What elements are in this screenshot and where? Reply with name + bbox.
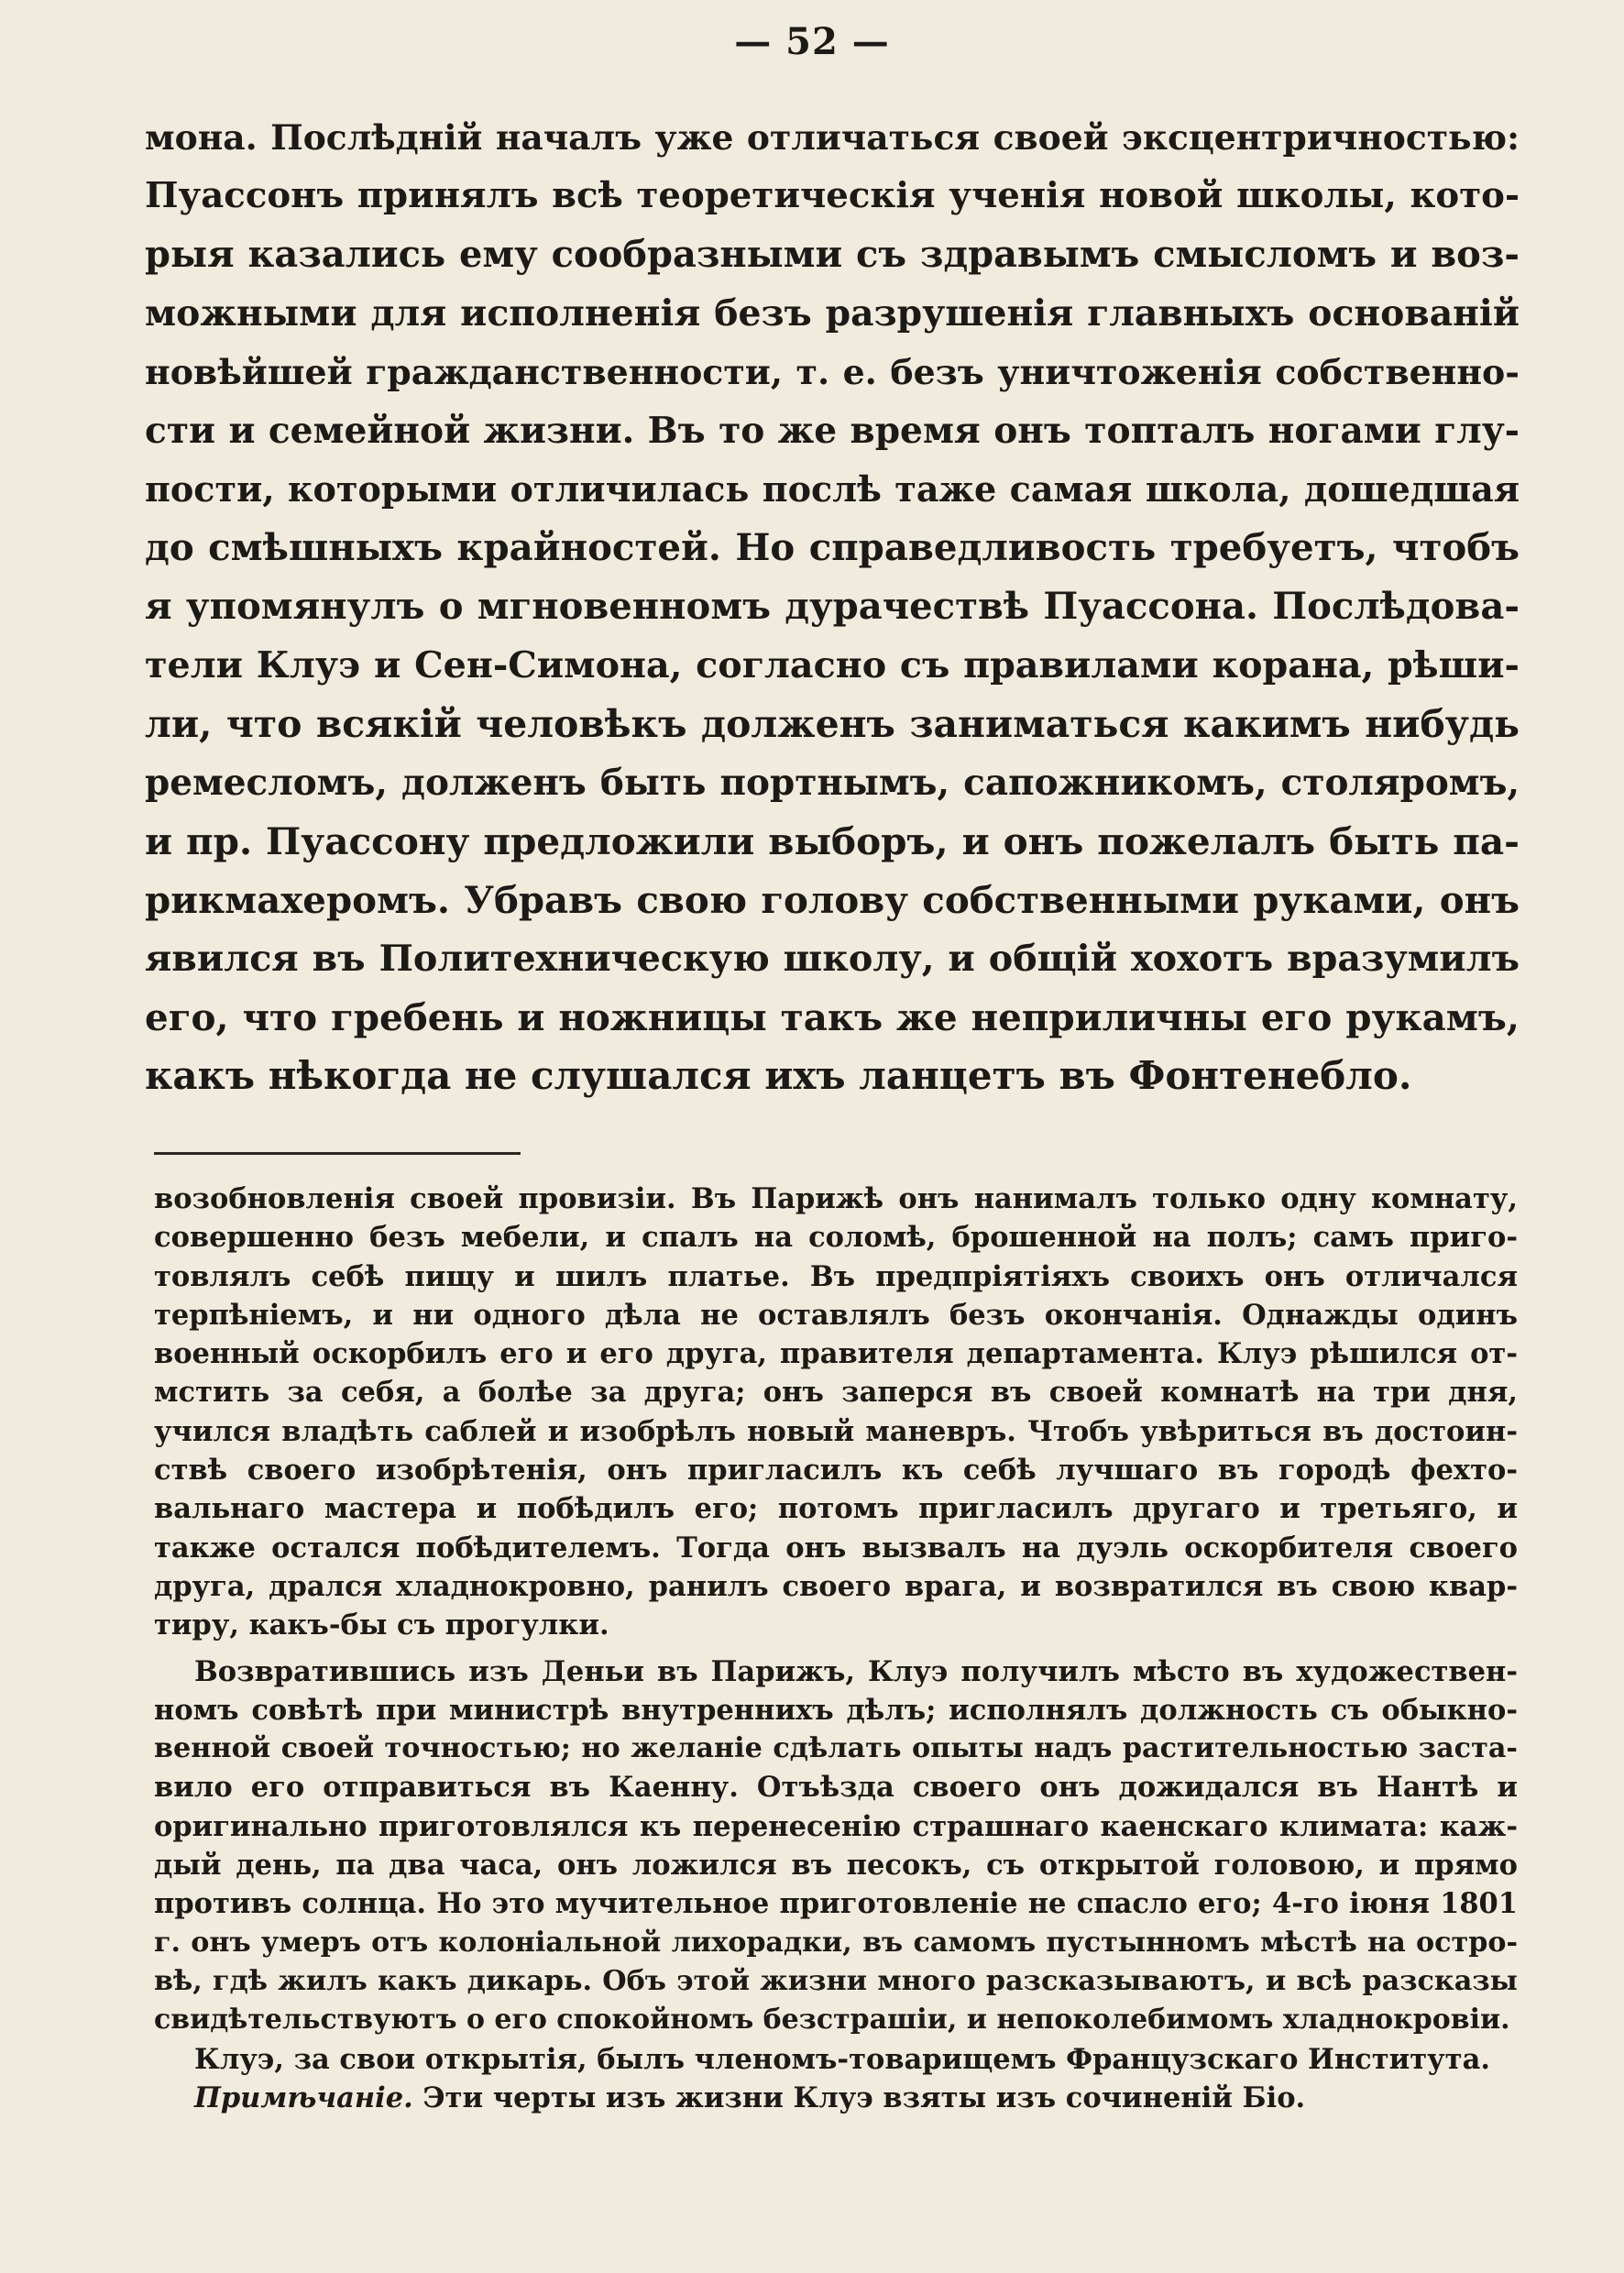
note-text: Эти черты изъ жизни Клуэ взяты изъ сочиненiй Бiо. [412,2081,1306,2114]
footnote-divider [154,1152,521,1155]
footnote-line: вальнаго мастера и побѣдилъ его; потомъ пригласилъ другаго и третьяго, и [154,1492,1518,1526]
main-text [145,108,1520,1105]
text-line: новѣйшей гражданственности, т. е. безъ уничтоженiя собственно- [145,351,1520,392]
text-line: я упомянулъ о мгновенномъ дурачествѣ Пуассона. Послѣдова- [145,585,1520,628]
footnote [154,1180,1518,2117]
footnote-line: противъ солнца. Но это мучительное приготовленiе не спасло его; 4-го iюня 1801 [154,1887,1518,1921]
note-label: Примѣчанiе. [194,2081,413,2114]
text-line: какъ нѣкогда не слушался ихъ ланцетъ въ Фонтенебло. [145,1053,1412,1098]
footnote-line: ствѣ своего изобрѣтенiя, онъ пригласилъ къ себѣ лучшаго въ городѣ фехто- [154,1454,1518,1488]
footnote-line: Клуэ, за свои открытiя, былъ членомъ-товарищемъ Французскаго Института. [194,2042,1490,2076]
footnote-line: вѣ, гдѣ жилъ какъ дикарь. Объ этой жизни много разсказываютъ, и всѣ разсказы [154,1964,1518,1997]
footnote-line: вило его отправиться въ Каенну. Отъѣзда своего онъ дожидался въ Нантѣ и [154,1771,1518,1805]
footnote-line: совершенно безъ мебели, и спалъ на соломѣ, брошенной на полъ; самъ приго- [154,1221,1518,1255]
footnote-line: дый день, па два часа, онъ ложился въ песокъ, съ открытой головою, и прямо [154,1849,1518,1883]
text-line: сти и семейной жизни. Въ то же время онъ топталъ ногами глу- [145,410,1520,452]
text-line: тели Клуэ и Сен-Симона, согласно съ правилами корана, рѣши- [145,644,1520,686]
footnote-line: друга, дрался хладнокровно, ранилъ своего врага, и возвратился въ свою квар- [154,1569,1518,1603]
footnote-line: товлялъ себѣ пищу и шилъ платье. Въ предпрiятiяхъ своихъ онъ отличался [154,1259,1518,1293]
footnote-line: возобновленiя своей провизiи. Въ Парижѣ онъ нанималъ только одну комнату, [154,1182,1518,1215]
text-line: Пуассонъ принялъ всѣ теоретическiя ученiя новой школы, кото- [145,175,1520,216]
text-line: ремесломъ, долженъ быть портнымъ, сапожникомъ, столяромъ, [145,762,1520,804]
footnote-line: тиру, какъ-бы съ прогулки. [154,1609,609,1642]
footnote-line: оригинально приготовлялся къ перенесенiю страшнаго каенскаго климата: каж- [154,1809,1518,1843]
text-line: можными для исполненiя безъ разрушенiя главныхъ основанiй [145,292,1520,335]
text-line: до смѣшныхъ крайностей. Но справедливость требуетъ, чтобъ [145,526,1520,569]
note-line [154,2079,1518,2117]
text-line: мона. Послѣднiй началъ уже отличаться своей эксцентричностью: [145,117,1520,158]
footnote-line: учился владѣть саблей и изобрѣлъ новый маневръ. Чтобъ увѣриться въ достоин- [154,1414,1518,1448]
footnote-line: венной своей точностью; но желанiе сдѣлать опыты надъ растительностью заста- [154,1732,1518,1765]
footnote-line: также остался побѣдителемъ. Тогда онъ вызвалъ на дуэль оскорбителя своего [154,1531,1518,1565]
text-line: рикмахеромъ. Убравъ свою голову собственными руками, онъ [145,878,1520,922]
text-line: и пр. Пуассону предложили выборъ, и онъ пожелалъ быть па- [145,819,1520,863]
footnote-line: свидѣтельствуютъ о его спокойномъ безстрашiи, и непоколебимомъ хладнокровiи. [154,2004,1510,2037]
text-line: его, что гребень и ножницы такъ же неприличны его рукамъ, [145,995,1520,1039]
footnote-line: г. онъ умеръ отъ колонiальной лихорадки, въ самомъ пустынномъ мѣстѣ на остро- [154,1926,1518,1959]
footnote-line: терпѣнiемъ, и ни одного дѣла не оставлялъ безъ окончанiя. Однажды одинъ [154,1298,1518,1332]
footnote-line: военный оскорбилъ его и его друга, правителя департамента. Клуэ рѣшился от- [154,1337,1518,1371]
footnote-line: Возвратившись изъ Деньи въ Парижъ, Клуэ получилъ мѣсто въ художествен- [194,1654,1518,1688]
text-line: пости, которыми отличилась послѣ таже самая школа, дошедшая [145,468,1520,510]
footnote-line: мстить за себя, а болѣе за друга; онъ заперся въ своей комнатѣ на три дня, [154,1376,1518,1410]
text-line: явился въ Политехническую школу, и общiй хохотъ вразумилъ [145,938,1520,980]
footnote-line: номъ совѣтѣ при министрѣ внутреннихъ дѣлъ; исполнялъ должность съ обыкно- [154,1693,1518,1727]
text-line: рыя казались ему сообразными съ здравымъ смысломъ и воз- [145,233,1520,276]
text-line: ли, что всякiй человѣкъ долженъ заниматься какимъ нибудь [145,702,1520,746]
page-number: — 52 — [734,20,890,63]
